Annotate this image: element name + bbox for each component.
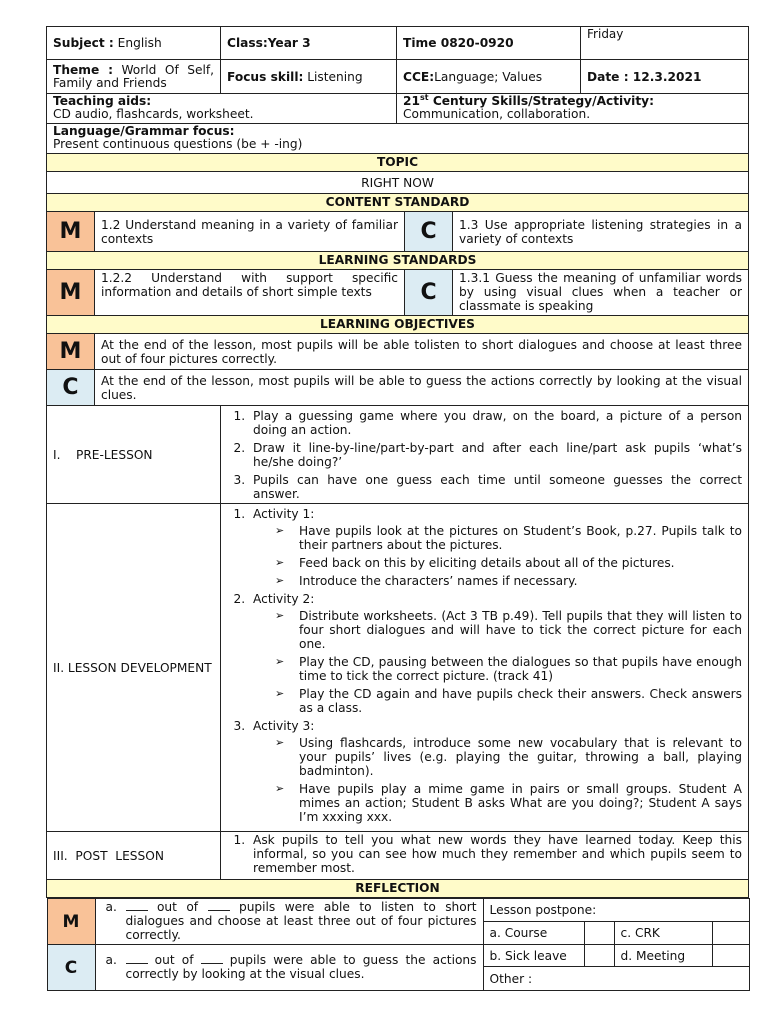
century-skills-value: Communication, collaboration. bbox=[403, 107, 591, 121]
post-lesson-label: III. POST LESSON bbox=[47, 832, 221, 880]
activity-3 bbox=[249, 719, 742, 824]
post-lesson-row bbox=[47, 832, 749, 880]
lesson-development-activities bbox=[227, 507, 742, 824]
learning-standards-m-text: 1.2.2 Understand with support specific information and details of short simple texts bbox=[95, 270, 405, 316]
learning-objectives-m-row bbox=[47, 334, 749, 370]
day-cell: Friday bbox=[581, 27, 749, 60]
blank-line[interactable] bbox=[126, 900, 148, 911]
reflection-container bbox=[47, 898, 749, 992]
teaching-aids-value: CD audio, flashcards, worksheet. bbox=[53, 107, 254, 121]
reflection-c-badge: C bbox=[47, 945, 95, 991]
pre-lesson-step: 3. Pupils can have one guess each time until someone guesses the correct answer. bbox=[249, 473, 742, 501]
reflection-row-1 bbox=[47, 899, 749, 922]
cce-label: CCE: bbox=[403, 69, 435, 84]
grammar-label: Language/Grammar focus: bbox=[53, 124, 235, 138]
reflection-m-text: a. out of pupils were able to listen to short dialogues and choose at least three out of four pictures correctly. bbox=[95, 899, 483, 945]
learning-objectives-c-row bbox=[47, 370, 749, 406]
learning-standards-heading: LEARNING STANDARDS bbox=[47, 252, 749, 270]
activity-3-items bbox=[253, 736, 742, 824]
activity-item bbox=[275, 556, 742, 570]
learning-objectives-heading: LEARNING OBJECTIVES bbox=[47, 316, 749, 334]
reflection-m-badge: M bbox=[47, 899, 95, 945]
theme-label: Theme : bbox=[53, 62, 113, 77]
grammar-cell bbox=[47, 124, 749, 154]
option-sick-leave: b. Sick leave bbox=[483, 945, 584, 967]
learning-objectives-heading-row bbox=[47, 316, 749, 334]
cce-cell bbox=[397, 60, 581, 94]
activity-item-text: Play the CD, pausing between the dialogues so that pupils have enough time to tick the correct picture. (track 41) bbox=[299, 655, 743, 683]
arrowhead-bullet-icon: ➢ bbox=[275, 609, 285, 622]
option-meeting: d. Meeting bbox=[614, 945, 712, 967]
activity-item bbox=[275, 655, 742, 683]
learning-standards-c-text: 1.3.1 Guess the meaning of unfamiliar words by using visual clues when a teacher or classmate is speaking bbox=[453, 270, 749, 316]
post-lesson-step: 1. Ask pupils to tell you what new words they have learned today. Keep this informal, so you can see how much they remember and which pupils seem to remember most. bbox=[249, 833, 742, 875]
content-standard-heading: CONTENT STANDARD bbox=[47, 194, 749, 212]
blank-line[interactable] bbox=[126, 953, 148, 964]
subject-label: Subject : bbox=[53, 36, 114, 50]
grammar-value: Present continuous questions (be + -ing) bbox=[53, 137, 303, 151]
activity-2-items bbox=[253, 609, 742, 715]
post-lesson-content bbox=[221, 832, 749, 880]
theme-value: World Of Self, Family and Friends bbox=[53, 62, 214, 90]
activity-item-text: Using flashcards, introduce some new vocabulary that is relevant to your pupils’ lives (e.g. playing the guitar, throwing a ball, playing badminton). bbox=[299, 736, 743, 778]
content-standard-c-badge: C bbox=[405, 212, 453, 252]
content-standard-m-text: 1.2 Understand meaning in a variety of familiar contexts bbox=[95, 212, 405, 252]
blank-line[interactable] bbox=[201, 953, 223, 964]
activity-item-text: Feed back on this by eliciting details about all of the pictures. bbox=[299, 556, 675, 570]
learning-standards-c-badge: C bbox=[405, 270, 453, 316]
activity-item-text: Distribute worksheets. (Act 3 TB p.49). Tell pupils that they will listen to four short dialogues and will have to tick the correct picture for each one. bbox=[299, 609, 743, 651]
learning-objectives-c-text: At the end of the lesson, most pupils will be able to guess the actions correctly by looking at the visual clues. bbox=[95, 370, 749, 406]
reflection-heading-row bbox=[47, 880, 749, 898]
teaching-aids-label: Teaching aids: bbox=[53, 94, 152, 108]
arrowhead-bullet-icon: ➢ bbox=[275, 687, 285, 700]
pre-lesson-row bbox=[47, 406, 749, 504]
activity-1 bbox=[249, 507, 742, 588]
focus-cell bbox=[221, 60, 397, 94]
option-crk: c. CRK bbox=[614, 922, 712, 945]
class-cell: Class:Year 3 bbox=[221, 27, 397, 60]
lesson-plan-table bbox=[46, 26, 749, 991]
subject-cell bbox=[47, 27, 221, 60]
other-field[interactable]: Other : bbox=[483, 967, 749, 991]
learning-standards-row bbox=[47, 270, 749, 316]
lesson-plan bbox=[46, 26, 748, 991]
content-standard-c-text: 1.3 Use appropriate listening strategies in a variety of contexts bbox=[453, 212, 749, 252]
option-sick-leave-checkbox[interactable] bbox=[584, 945, 614, 967]
option-meeting-checkbox[interactable] bbox=[712, 945, 749, 967]
pre-lesson-content bbox=[221, 406, 749, 504]
arrowhead-bullet-icon: ➢ bbox=[275, 782, 285, 795]
activity-item bbox=[275, 574, 742, 588]
header-row-2 bbox=[47, 60, 749, 94]
header-row-1 bbox=[47, 27, 749, 60]
reflection-heading: REFLECTION bbox=[47, 880, 749, 898]
activity-item bbox=[275, 687, 742, 715]
theme-cell bbox=[47, 60, 221, 94]
post-lesson-steps bbox=[227, 833, 742, 875]
pre-lesson-label: I. PRE-LESSON bbox=[47, 406, 221, 504]
pre-lesson-steps bbox=[227, 409, 742, 501]
activity-3-title: Activity 3: bbox=[253, 719, 315, 733]
activity-item-text: Introduce the characters’ names if necessary. bbox=[299, 574, 578, 588]
option-course: a. Course bbox=[483, 922, 584, 945]
teaching-aids-cell bbox=[47, 94, 397, 124]
cce-value: Language; Values bbox=[434, 69, 543, 84]
learning-standards-heading-row bbox=[47, 252, 749, 270]
century-skills-label: 21st Century Skills/Strategy/Activity: bbox=[403, 92, 655, 108]
activity-item bbox=[275, 524, 742, 552]
topic-heading: TOPIC bbox=[47, 154, 749, 172]
date-cell: Date : 12.3.2021 bbox=[581, 60, 749, 94]
learning-objectives-m-badge: M bbox=[47, 334, 95, 370]
activity-item bbox=[275, 609, 742, 651]
time-cell: Time 0820-0920 bbox=[397, 27, 581, 60]
topic-row bbox=[47, 172, 749, 194]
option-crk-checkbox[interactable] bbox=[712, 922, 749, 945]
reflection-row-3 bbox=[47, 945, 749, 967]
reflection-c-text: a. out of pupils were able to guess the actions correctly by looking at the visual clues. bbox=[95, 945, 483, 991]
topic-heading-row bbox=[47, 154, 749, 172]
focus-label: Focus skill: bbox=[227, 69, 304, 84]
learning-objectives-c-badge: C bbox=[47, 370, 95, 406]
activity-item-text: Have pupils look at the pictures on Student’s Book, p.27. Pupils talk to their partners about the pictures. bbox=[299, 524, 743, 552]
content-standard-heading-row bbox=[47, 194, 749, 212]
grammar-row bbox=[47, 124, 749, 154]
subject-value: English bbox=[117, 36, 162, 50]
activity-item bbox=[275, 736, 742, 778]
arrowhead-bullet-icon: ➢ bbox=[275, 736, 285, 749]
focus-value: Listening bbox=[307, 69, 363, 84]
reflection-row bbox=[47, 898, 749, 992]
lesson-development-content bbox=[221, 504, 749, 832]
arrowhead-bullet-icon: ➢ bbox=[275, 574, 285, 587]
content-standard-m-badge: M bbox=[47, 212, 95, 252]
arrowhead-bullet-icon: ➢ bbox=[275, 524, 285, 537]
pre-lesson-step: 2. Draw it line-by-line/part-by-part and after each line/part ask pupils ‘what’s he/she doing?’ bbox=[249, 441, 742, 469]
reflection-table bbox=[47, 898, 750, 991]
activity-1-items bbox=[253, 524, 742, 588]
option-course-checkbox[interactable] bbox=[584, 922, 614, 945]
learning-standards-m-badge: M bbox=[47, 270, 95, 316]
lesson-development-label: II. LESSON DEVELOPMENT bbox=[47, 504, 221, 832]
topic-value: RIGHT NOW bbox=[47, 172, 749, 194]
lesson-development-row bbox=[47, 504, 749, 832]
pre-lesson-step: 1. Play a guessing game where you draw, on the board, a picture of a person doing an action. bbox=[249, 409, 742, 437]
arrowhead-bullet-icon: ➢ bbox=[275, 556, 285, 569]
lesson-postpone-label: Lesson postpone: bbox=[483, 899, 749, 922]
blank-line[interactable] bbox=[208, 900, 230, 911]
activity-1-title: Activity 1: bbox=[253, 507, 315, 521]
century-skills-cell bbox=[397, 94, 749, 124]
learning-objectives-m-text: At the end of the lesson, most pupils will be able tolisten to short dialogues and choose at least three out of four pictures correctly. bbox=[95, 334, 749, 370]
activity-item-text: Have pupils play a mime game in pairs or small groups. Student A mimes an action; Student B asks What are you doing?; Student A says I’m xxxing xxx. bbox=[299, 782, 743, 824]
arrowhead-bullet-icon: ➢ bbox=[275, 655, 285, 668]
activity-item-text: Play the CD again and have pupils check their answers. Check answers as a class. bbox=[299, 687, 743, 715]
activity-2-title: Activity 2: bbox=[253, 592, 315, 606]
teaching-aids-row bbox=[47, 94, 749, 124]
activity-item bbox=[275, 782, 742, 824]
activity-2 bbox=[249, 592, 742, 715]
content-standard-row bbox=[47, 212, 749, 252]
